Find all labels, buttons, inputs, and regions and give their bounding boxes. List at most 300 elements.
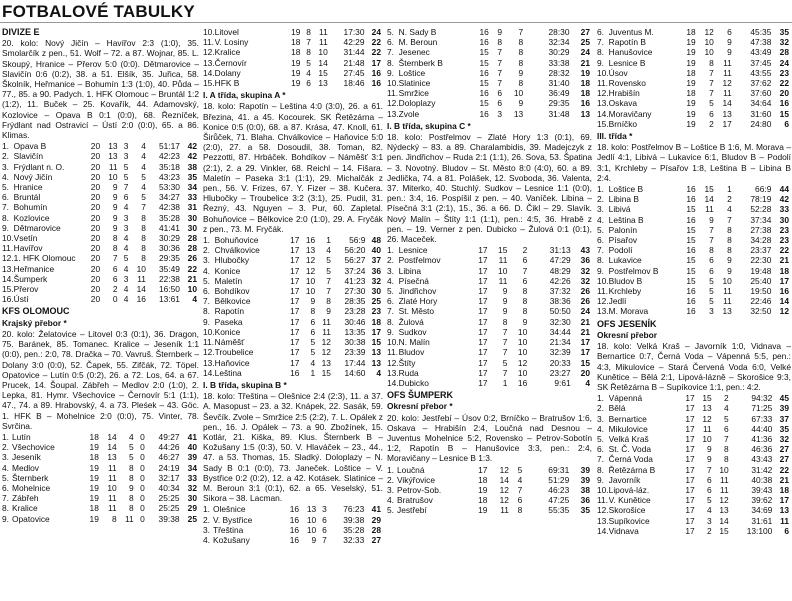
team-name-cell: Hlubočky [214, 255, 250, 266]
position-cell: 15. [203, 78, 215, 89]
position-cell: 3. [597, 204, 604, 215]
wins-cell: 0 [112, 294, 118, 305]
points-cell: 42 [187, 151, 197, 162]
draws-cell: 6 [322, 524, 327, 535]
position-cell: 3. [597, 413, 604, 424]
played-cell: 15 [479, 78, 489, 89]
points-cell: 28 [187, 233, 197, 244]
points-cell: 16 [371, 67, 381, 78]
wins-cell: 12 [702, 413, 712, 424]
league-title: Krajský přebor * [2, 317, 67, 328]
score-cell: 42:29 [343, 37, 365, 48]
table-row [387, 98, 592, 108]
wins-cell: 9 [707, 454, 712, 465]
position-cell: 3. [387, 484, 394, 495]
score-cell: 31:42 [751, 464, 773, 475]
score-cell: 94:32 [751, 393, 773, 404]
position-cell: 11. [387, 347, 399, 358]
points-cell: 35 [779, 27, 789, 37]
team-name-cell: Vidnava [608, 525, 639, 536]
wins-cell: 7 [709, 78, 714, 89]
table-row [387, 368, 592, 378]
position-cell: 3. [2, 161, 9, 172]
table-row [387, 347, 592, 357]
score-cell: 39:43 [751, 484, 773, 495]
score-cell: 16:50 [158, 284, 180, 295]
team-name-cell: Šternberk [12, 472, 49, 483]
wins-cell: 5 [709, 275, 714, 286]
position-cell: 1. [203, 235, 210, 246]
position-cell: 1. [2, 141, 9, 152]
wins-cell: 12 [704, 27, 714, 37]
table-row [2, 202, 199, 212]
position-cell: 8. [2, 503, 9, 514]
score-cell: 13:61 [158, 294, 180, 305]
played-cell: 17 [478, 367, 488, 378]
score-cell: 37:62 [750, 78, 772, 89]
standings-table [203, 235, 383, 378]
team-name-cell: Paseka [214, 316, 243, 327]
team-name-cell: Černá Voda [608, 454, 653, 465]
draws-cell: 11 [723, 88, 732, 99]
points-cell: 48 [371, 235, 381, 246]
position-cell: 5. [2, 472, 9, 483]
points-cell: 17 [371, 326, 381, 337]
points-cell: 27 [371, 534, 381, 545]
team-name-cell: Loštice B [608, 184, 644, 195]
league-title: I. B třída, skupina C * [387, 120, 471, 131]
draws-cell: 8 [727, 224, 732, 235]
position-cell: 10. [2, 233, 14, 244]
draws-cell: 12 [722, 78, 732, 89]
played-cell: 17 [685, 495, 695, 506]
points-cell: 32 [779, 37, 789, 48]
played-cell: 15 [686, 255, 696, 266]
position-cell: 6. [597, 235, 604, 246]
draws-cell: 9 [518, 98, 524, 109]
table-row [387, 58, 592, 68]
wins-cell: 7 [502, 337, 508, 348]
table-row [387, 475, 592, 485]
points-cell: 24 [580, 47, 590, 58]
position-cell: 8. [387, 57, 394, 68]
points-cell: 4 [585, 377, 590, 388]
played-cell: 20 [90, 294, 101, 305]
table-row [203, 37, 383, 47]
score-cell: 76:23 [343, 504, 365, 515]
table-row [2, 463, 199, 473]
played-cell: 20 [90, 273, 101, 284]
team-name-cell: Medlov [12, 462, 39, 473]
played-cell: 17 [685, 515, 695, 526]
team-name-cell: Libina B [608, 194, 639, 205]
draws-cell: 15 [321, 367, 331, 378]
draws-cell: 11 [319, 27, 328, 37]
page-header [0, 0, 792, 23]
points-cell: 33 [779, 204, 789, 215]
team-name-cell: Petrov-Sob. [397, 484, 442, 495]
wins-cell: 11 [705, 204, 714, 215]
points-cell: 23 [779, 235, 789, 246]
score-cell: 37:60 [750, 88, 772, 99]
position-cell: 9. [597, 265, 604, 276]
table-row [597, 516, 791, 526]
table-row [387, 68, 592, 78]
played-cell: 19 [89, 442, 99, 453]
points-cell: 22 [371, 37, 381, 48]
table-row [387, 337, 592, 347]
played-cell: 15 [479, 47, 489, 58]
points-cell: 31 [187, 202, 197, 213]
losses-cell: 8 [141, 222, 146, 233]
wins-cell: 13 [107, 452, 117, 463]
played-cell: 16 [290, 367, 300, 378]
losses-cell: 8 [141, 233, 146, 244]
table-row [597, 414, 791, 424]
draws-cell: 13 [722, 108, 732, 119]
score-cell: 25:25 [158, 493, 180, 504]
position-cell: 5. [203, 275, 210, 286]
position-cell: 2. [2, 442, 9, 453]
position-cell: 13. [597, 515, 609, 526]
table-row [203, 306, 383, 316]
score-cell: 32:34 [548, 37, 570, 48]
position-cell: 10. [597, 67, 609, 78]
position-cell: 3. [203, 524, 210, 535]
position-cell: 13. [597, 98, 609, 109]
table-row [387, 37, 592, 47]
draws-cell: 13 [722, 306, 732, 317]
points-cell: 39 [580, 474, 590, 485]
played-cell: 18 [686, 27, 696, 37]
table-row [203, 504, 383, 514]
table-row [387, 465, 592, 475]
team-name-cell: Maletín [214, 275, 243, 286]
score-cell: 29:35 [158, 253, 180, 264]
draws-cell: 10 [513, 88, 524, 99]
draws-cell: 3 [123, 273, 129, 284]
points-cell: 6 [784, 118, 789, 129]
played-cell: 19 [478, 484, 488, 495]
played-cell: 17 [478, 326, 488, 337]
score-cell: 37:45 [750, 57, 772, 68]
draws-cell: 8 [522, 296, 528, 307]
wins-cell: 10 [498, 265, 508, 276]
score-cell: 48:29 [549, 265, 571, 276]
score-cell: 14:60 [344, 367, 366, 378]
draws-cell: 6 [522, 275, 528, 286]
match-results: 18. kolo: Třeština – Olešnice 2:4 (2:3), 11. a 37. A. Masopust – 23. a 32. Knápek, 22. Sasák, 59. Ševčík. Zvole – Smržice 2:5 (2:2), 7. L. Opálek z pen., 16. J. Opálek – 73. a 90. Zbožínek, 15. Kotlár, 21. Kiška, 89. Klus. Šternberk B – Kožušany 1:5 (0:3), 50. V. Hlaváček – 23., 44., 47. a 53. Thomas, 15. Sladký. Doloplazy – N. Sady B 0:1 (0:0), 73. Janeček. Loštice – V. Bystřice 0:2 (0:2), 12. a 42. Kotásek. Slatinice – M. Beroun 3:1 (0:1), 62. a 65. Veselský, 51. Sikora – 38. Lacman. [203, 391, 383, 504]
wins-cell: 7 [709, 88, 714, 99]
section-title: OFS ŠUMPERK [387, 390, 454, 401]
score-cell: 43:43 [751, 454, 773, 465]
score-cell: 32:30 [549, 316, 571, 327]
points-cell: 25 [187, 513, 197, 524]
played-cell: 16 [479, 27, 489, 37]
team-name-cell: Rapotín B [608, 37, 646, 48]
played-cell: 17 [685, 454, 695, 465]
wins-cell: 8 [310, 306, 316, 317]
played-cell: 15 [686, 265, 696, 276]
score-cell: 69:31 [548, 464, 570, 475]
score-cell: 71:25 [751, 403, 773, 414]
table-row [597, 454, 791, 464]
points-cell: 16 [580, 98, 590, 109]
points-cell: 35 [580, 505, 590, 516]
table-row [2, 141, 199, 151]
played-cell: 17 [290, 235, 300, 246]
played-cell: 16 [686, 306, 696, 317]
team-name-cell: Vápenná [608, 393, 643, 404]
draws-cell: 11 [319, 37, 328, 48]
draws-cell: 17 [722, 118, 732, 129]
played-cell: 19 [89, 513, 99, 524]
score-cell: 27:30 [344, 286, 366, 297]
played-cell: 15 [479, 98, 489, 109]
score-cell: 46:36 [751, 444, 773, 455]
played-cell: 20 [90, 192, 101, 203]
table-row [597, 194, 791, 204]
position-cell: 12. [2, 253, 14, 264]
team-name-cell: M. Morava [608, 306, 649, 317]
table-row [2, 284, 199, 294]
table-row [2, 162, 199, 172]
played-cell: 17 [478, 306, 488, 317]
table-row [203, 255, 383, 265]
draws-cell: 9 [522, 316, 528, 327]
points-cell: 4 [376, 367, 381, 378]
position-cell: 2. [203, 245, 210, 256]
position-cell: 2. [203, 514, 210, 525]
position-cell: 4. [597, 423, 604, 434]
played-cell: 20 [90, 182, 101, 193]
wins-cell: 8 [112, 233, 118, 244]
draws-cell: 10 [517, 326, 528, 337]
wins-cell: 5 [502, 357, 508, 368]
points-cell: 19 [580, 67, 590, 78]
draws-cell: 3 [123, 151, 129, 162]
draws-cell: 12 [719, 495, 729, 506]
score-cell: 17:30 [343, 27, 365, 37]
points-cell: 17 [779, 495, 789, 506]
wins-cell: 9 [311, 534, 317, 545]
team-name-cell: Rovensko [608, 78, 646, 89]
points-cell: 29 [371, 514, 381, 525]
match-results: 18. kolo: Postřelmov – Zlaté Hory 1:3 (0:1), 69. Nýdecký – 83. a 89. Charalambidis, 39. Madejczyk z pen. Jindřichov – Ruda 2:1 (1:1), 26. Sova, 53. Špatina – 3. Novotný. Bludov – St. Město 8:0 (4:0), 60. a 89. Jedlička, 74. a 81. Polášek, 12. Svoboda, 36. Valenta, 37. Miterko, 40. Stuchlý. Sudkov – Lesnice 1:1 (0:0), pen.: 3:4, 16. Pospíšil z pen. – 40. Vaníček. Libina – Písečná 3:1 (2:1), 15., 36. a 66. D. Čikl – 29. Slavík. Nový Malín – Štíty 1:1 (1:1), pen.: 4:5, 36. Hrabě z pen. – 19. Verner z pen. Dubicko – Žulová 0:1 (0:1), 26. Maceček. [387, 132, 592, 245]
team-name-cell: Postřelmov [398, 255, 441, 266]
draws-cell: 11 [720, 474, 729, 485]
draws-cell: 14 [719, 515, 729, 526]
score-cell: 31:13 [549, 245, 571, 256]
page-title: FOTBALOVÉ TABULKY [2, 2, 195, 21]
wins-cell: 9 [502, 306, 508, 317]
played-cell: 19 [686, 57, 696, 68]
played-cell: 19 [686, 98, 696, 109]
team-name-cell: Bludov [398, 347, 425, 358]
points-cell: 13 [371, 347, 381, 358]
draws-cell: 8 [724, 444, 729, 455]
wins-cell: 6 [709, 255, 714, 266]
points-cell: 17 [580, 347, 590, 358]
points-cell: 11 [780, 515, 789, 526]
wins-cell: 5 [310, 347, 316, 358]
column-4 [597, 26, 791, 600]
wins-cell: 9 [709, 214, 714, 225]
losses-cell: 0 [140, 452, 145, 463]
draws-cell: 1 [727, 184, 732, 195]
team-name-cell: Dubicko [398, 377, 429, 388]
position-cell: 8. [597, 255, 604, 266]
position-cell: 7. [2, 202, 9, 213]
score-cell: 40:38 [751, 474, 773, 485]
standings-table [597, 27, 791, 129]
position-cell: 4. [2, 462, 9, 473]
table-row [387, 109, 592, 119]
table-row [203, 317, 383, 327]
table-row [2, 432, 199, 442]
table-row [387, 306, 592, 316]
team-name-cell: Žulová [398, 316, 424, 327]
table-row [387, 485, 592, 495]
played-cell: 16 [479, 67, 489, 78]
table-row [387, 245, 592, 255]
losses-cell: 11 [137, 273, 146, 284]
table-row [597, 393, 791, 403]
position-cell: 12. [597, 296, 609, 307]
played-cell: 17 [685, 525, 695, 536]
table-row [597, 403, 791, 413]
table-row [597, 286, 791, 296]
team-name-cell: Ruda [398, 367, 419, 378]
position-cell: 13. [203, 357, 215, 368]
position-cell: 8. [597, 464, 604, 475]
points-cell: 17 [779, 275, 789, 286]
table-row [597, 27, 791, 37]
score-cell: 42:38 [158, 202, 180, 213]
score-cell: 34:27 [158, 192, 180, 203]
played-cell: 20 [90, 233, 101, 244]
wins-cell: 10 [702, 433, 712, 444]
table-row [2, 514, 199, 524]
points-cell: 30 [779, 214, 789, 225]
table-row [387, 255, 592, 265]
table-row [387, 27, 592, 37]
column-3 [387, 26, 592, 600]
score-cell: 39:38 [158, 513, 180, 524]
team-name-cell: N. Malín [398, 337, 430, 348]
score-cell: 34:64 [750, 98, 772, 109]
losses-cell: 0 [140, 482, 145, 493]
losses-cell: 4 [141, 151, 146, 162]
points-cell: 29 [187, 503, 197, 514]
draws-cell: 6 [123, 192, 129, 203]
score-cell: 37:32 [549, 286, 571, 297]
table-row [597, 465, 791, 475]
draws-cell: 9 [326, 306, 331, 317]
played-cell: 17 [290, 357, 300, 368]
played-cell: 19 [89, 462, 99, 473]
wins-cell: 6 [112, 263, 118, 274]
losses-cell: 0 [140, 431, 145, 442]
played-cell: 16 [686, 245, 696, 256]
draws-cell: 4 [727, 204, 732, 215]
draws-cell: 12 [321, 347, 331, 358]
team-name-cell: Rapotín [214, 306, 244, 317]
wins-cell: 15 [702, 393, 712, 404]
played-cell: 20 [90, 141, 101, 152]
table-row [387, 327, 592, 337]
score-cell: 49:27 [158, 431, 180, 442]
score-cell: 32:17 [158, 472, 180, 483]
table-row [597, 225, 791, 235]
draws-cell: 5 [129, 442, 134, 453]
points-cell: 18 [580, 88, 590, 99]
score-cell: 56:27 [344, 255, 366, 266]
league-title: I. A třída, skupina A * [203, 90, 286, 101]
team-name-cell: Leština [214, 367, 242, 378]
team-name-cell: Havířov [13, 243, 43, 254]
position-cell: 6. [597, 27, 604, 37]
table-row [203, 245, 383, 255]
draws-cell: 14 [722, 98, 732, 109]
team-name-cell: Konice [214, 265, 241, 276]
losses-cell: 5 [141, 171, 146, 182]
table-row [2, 452, 199, 462]
table-row [203, 68, 383, 78]
points-cell: 15 [779, 108, 789, 119]
table-row [597, 215, 791, 225]
wins-cell: 11 [108, 493, 117, 504]
team-name-cell: Bruntál [13, 192, 41, 203]
draws-cell: 7 [522, 265, 528, 276]
team-name-cell: Vsetín [13, 233, 38, 244]
table-row [2, 192, 199, 202]
wins-cell: 7 [502, 326, 508, 337]
wins-cell: 15 [704, 184, 714, 195]
wins-cell: 2 [112, 284, 118, 295]
match-results: 18. kolo: Postřelmov B – Loštice B 1:6, M. Morava – Jedlí 4:1, Libivá – Lukavice 6:1, Bludov B – Podolí 3:1, Krchleby – Písařov 1:8, Leština B – Libina B 2:4. [597, 142, 791, 183]
score-cell: 45:35 [750, 27, 772, 37]
position-cell: 13. [203, 57, 215, 68]
position-cell: 14. [2, 273, 14, 284]
wins-cell: 4 [707, 505, 712, 516]
played-cell: 18 [686, 67, 696, 78]
score-cell: 35:28 [343, 524, 365, 535]
draws-cell: 9 [727, 47, 732, 58]
played-cell: 17 [290, 265, 300, 276]
wins-cell: 10 [306, 514, 317, 525]
score-cell: 22:46 [750, 296, 772, 307]
wins-cell: 7 [497, 67, 502, 78]
table-row [597, 119, 791, 129]
played-cell: 19 [89, 493, 99, 504]
draws-cell: 7 [326, 275, 331, 286]
played-cell: 17 [290, 286, 300, 297]
match-results: 20. kolo: Jestřebí – Úsov 0:2, Brníčko – Bratrušov 1:6, Oskava – Hrabišín 2:4, Loučná nad Desnou – Juventus Mohelnice 5:2, Rovensko – Petrov-Sobotín 1:2, Rapotín B – Hanušovice 3:3, pen.: 2:4, Moravičany – Lesnice B 1:3. [387, 412, 592, 464]
points-cell: 22 [187, 263, 197, 274]
score-cell: 42:26 [549, 275, 571, 286]
score-cell: 30:38 [344, 337, 366, 348]
table-row [597, 266, 791, 276]
position-cell: 16. [2, 294, 14, 305]
table-row [203, 276, 383, 286]
draws-cell: 10 [517, 347, 528, 358]
draws-cell: 5 [123, 253, 129, 264]
score-cell: 23:39 [344, 347, 366, 358]
played-cell: 17 [290, 275, 300, 286]
score-cell: 53:30 [158, 182, 180, 193]
score-cell: 31:60 [750, 108, 772, 119]
